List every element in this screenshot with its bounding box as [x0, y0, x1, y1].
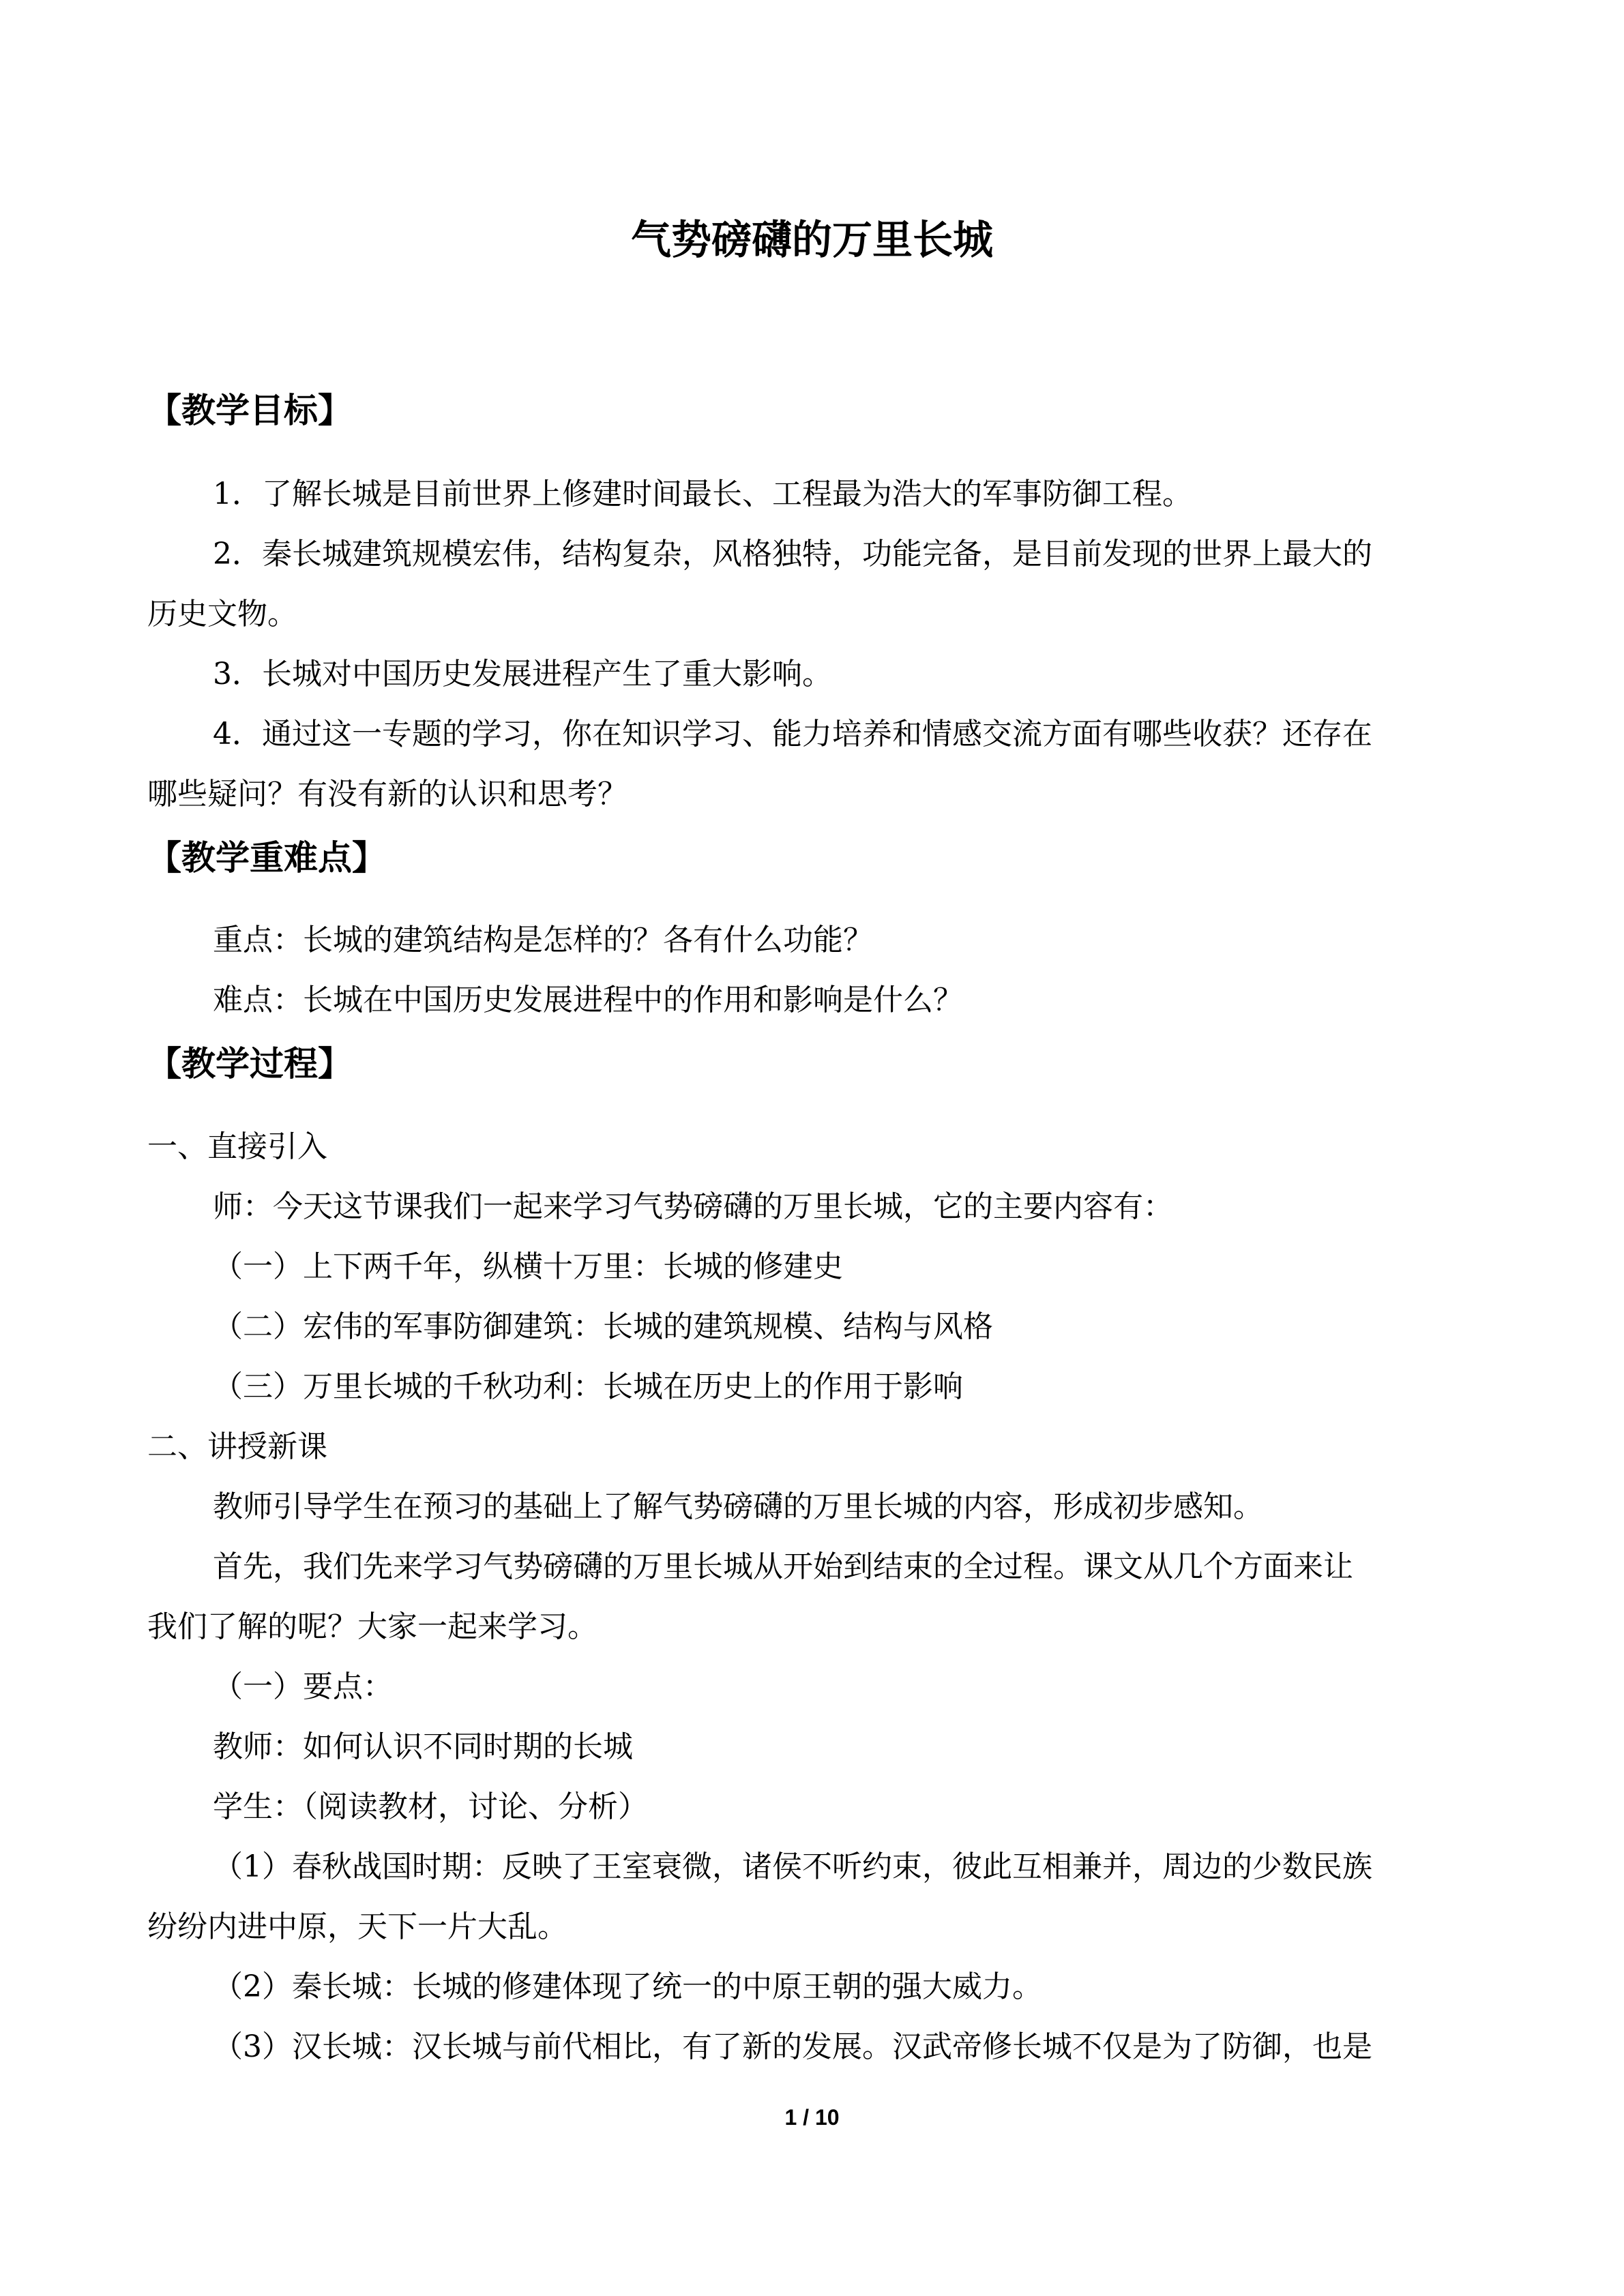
paragraph-line: 我们了解的呢？大家一起来学习。: [147, 1609, 597, 1644]
paragraph-line: 哪些疑问？有没有新的认识和思考？: [147, 777, 628, 811]
page-title: 气势磅礴的万里长城: [630, 216, 993, 263]
paragraph-line: （3）汉长城：汉长城与前代相比，有了新的发展。汉武帝修长城不仅是为了防御，也是: [213, 2029, 1372, 2064]
paragraph-line: 师：今天这节课我们一起来学习气势磅礴的万里长城，它的主要内容有：: [213, 1189, 1173, 1224]
paragraph-line: 二、讲授新课: [147, 1429, 327, 1464]
paragraph-line: 2．秦长城建筑规模宏伟，结构复杂，风格独特，功能完备，是目前发现的世界上最大的: [213, 537, 1372, 571]
paragraph-line: （二）宏伟的军事防御建筑：长城的建筑规模、结构与风格: [213, 1309, 993, 1344]
page-number: 1 / 10: [784, 2105, 840, 2130]
paragraph-line: 学生：（阅读教材，讨论、分析）: [213, 1789, 648, 1824]
paragraph-line: 纷纷内进中原，天下一片大乱。: [147, 1909, 567, 1944]
paragraph-line: 教师引导学生在预习的基础上了解气势磅礴的万里长城的内容，形成初步感知。: [213, 1489, 1263, 1524]
paragraph-line: 教师：如何认识不同时期的长城: [213, 1729, 633, 1764]
paragraph-line: 4．通过这一专题的学习，你在知识学习、能力培养和情感交流方面有哪些收获？还存在: [213, 717, 1372, 751]
paragraph-line: 难点：长城在中国历史发展进程中的作用和影响是什么？: [213, 983, 963, 1017]
paragraph-line: （三）万里长城的千秋功利：长城在历史上的作用于影响: [213, 1369, 963, 1404]
paragraph-line: 3．长城对中国历史发展进程产生了重大影响。: [213, 657, 832, 691]
paragraph-line: 一、直接引入: [147, 1129, 327, 1164]
paragraph-line: 1．了解长城是目前世界上修建时间最长、工程最为浩大的军事防御工程。: [213, 477, 1192, 511]
paragraph-line: 重点：长城的建筑结构是怎样的？各有什么功能？: [213, 923, 873, 957]
paragraph-line: （1）春秋战国时期：反映了王室衰微，诸侯不听约束，彼此互相兼并，周边的少数民族: [213, 1849, 1372, 1884]
paragraph-line: （一）要点：: [213, 1669, 393, 1704]
section-heading-process: 【教学过程】: [147, 1044, 352, 1084]
paragraph-line: 历史文物。: [147, 597, 297, 631]
paragraph-line: 首先，我们先来学习气势磅礴的万里长城从开始到结束的全过程。课文从几个方面来让: [213, 1549, 1353, 1584]
section-heading-goals: 【教学目标】: [147, 391, 352, 430]
paragraph-line: （2）秦长城：长城的修建体现了统一的中原王朝的强大威力。: [213, 1969, 1042, 2004]
section-heading-keypoints: 【教学重难点】: [147, 838, 386, 878]
paragraph-line: （一）上下两千年，纵横十万里：长城的修建史: [213, 1249, 843, 1284]
